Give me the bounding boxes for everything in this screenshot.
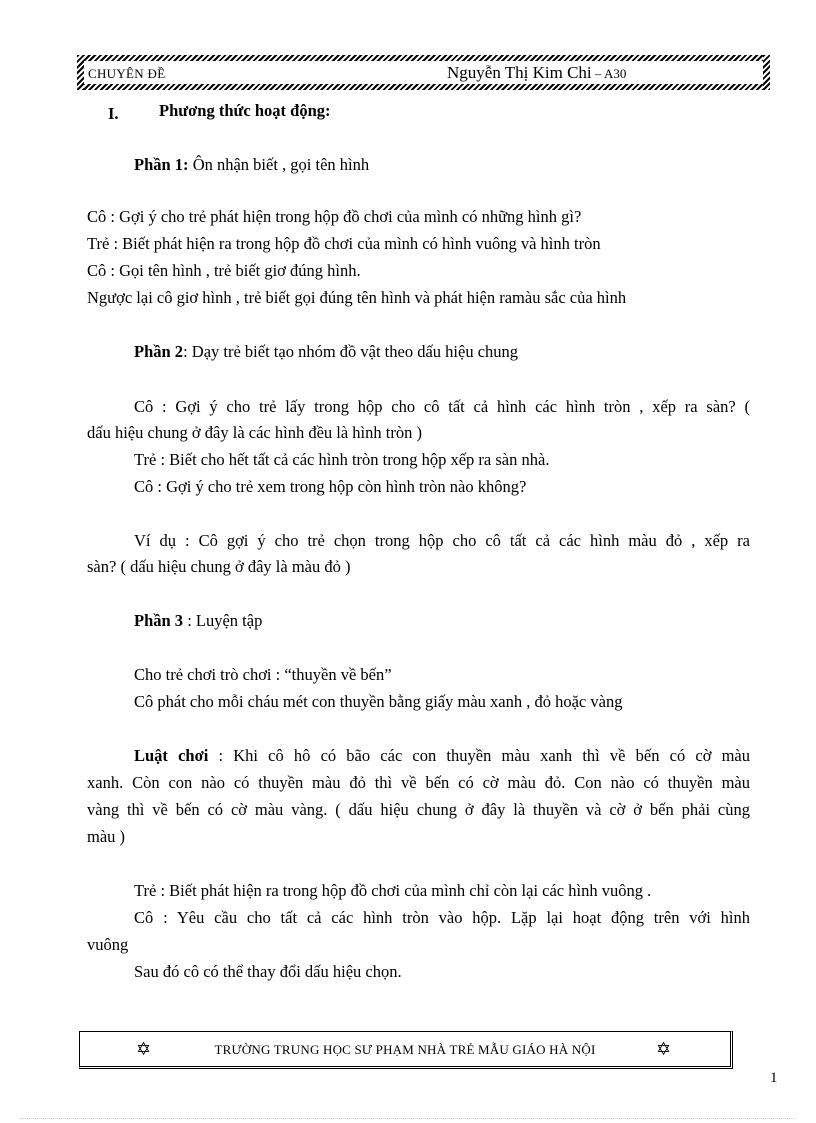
- rules-line2: xanh. Còn con nào có thuyền màu đỏ thì về bến có cờ màu đỏ. Con nào có thuyền màu: [87, 773, 750, 792]
- header-topic: CHUYÊN ĐỀ: [88, 66, 166, 81]
- footer-school-name: TRƯỜNG TRUNG HỌC SƯ PHẠM NHÀ TRẺ MẪU GIÁO HÀ NỘI: [214, 1042, 596, 1057]
- part3-teacher-line1: Cô : Yêu cầu cho tất cả các hình tròn vào hộp. Lặp lại hoạt động trên với hình: [134, 908, 750, 927]
- rules-label: Luật chơi: [134, 746, 209, 765]
- part2-para3: Cô : Gợi ý cho trẻ xem trong hộp còn hình tròn nào không?: [134, 477, 527, 496]
- part1-heading: [134, 155, 369, 175]
- page-bottom-divider: [20, 1118, 796, 1120]
- part1-label: Phần 1:: [134, 155, 189, 174]
- part1-line-1: Cô : Gợi ý cho trẻ phát hiện trong hộp đồ chơi của mình có những hình gì?: [87, 207, 582, 226]
- part3-closing: Sau đó cô có thể thay đổi dấu hiệu chọn.: [134, 962, 402, 981]
- header-border-right: [763, 55, 770, 90]
- header-author-name: Nguyễn Thị Kim Chi: [447, 63, 592, 82]
- part2-para1-line2: dấu hiệu chung ở đây là các hình đều là hình tròn ): [87, 423, 422, 442]
- rules-line1: [134, 746, 750, 766]
- rules-line4: màu ): [87, 827, 126, 846]
- part2-title: : Dạy trẻ biết tạo nhóm đồ vật theo dấu hiệu chung: [183, 342, 519, 361]
- header-border-bottom: [77, 84, 770, 90]
- part2-example-line1: Ví dụ : Cô gợi ý cho trẻ chọn trong hộp cho cô tất cả các hình màu đỏ , xếp ra: [134, 531, 750, 550]
- star-of-david-icon: ✡: [136, 1039, 152, 1060]
- part3-child-action: Trẻ : Biết phát hiện ra trong hộp đồ chơi của mình chỉ còn lại các hình vuông .: [134, 881, 652, 900]
- part3-title: : Luyện tập: [183, 611, 263, 630]
- part3-heading: [134, 611, 262, 631]
- part1-line-2: Trẻ : Biết phát hiện ra trong hộp đồ chơi của mình có hình vuông và hình tròn: [87, 234, 601, 253]
- part2-heading: [134, 342, 518, 362]
- header-border-top: [77, 55, 770, 61]
- header-border-left: [77, 55, 84, 90]
- part3-teacher-line2: vuông: [87, 935, 129, 954]
- rules-line3: vàng thì về bến có cờ màu vàng. ( dấu hiệu chung ở đây là thuyền và cờ ở bến phải cùng: [87, 800, 750, 819]
- part2-para1-line1: Cô : Gợi ý cho trẻ lấy trong hộp cho cô tất cả hình các hình tròn , xếp ra sàn? (: [134, 397, 750, 416]
- part1-line-4: Ngược lại cô giơ hình , trẻ biết gọi đúng tên hình và phát hiện ramàu sắc của hình: [87, 288, 627, 307]
- star-of-david-icon: ✡: [656, 1039, 672, 1060]
- rules-line1-text: : Khi cô hô có bão các con thuyền màu xanh thì về bến có cờ màu: [208, 746, 750, 765]
- page-number: 1: [770, 1070, 778, 1086]
- part1-line-3: Cô : Gọi tên hình , trẻ biết giơ đúng hình.: [87, 261, 361, 280]
- section-title: Phương thức hoạt động:: [159, 101, 331, 120]
- header-author-class: – A30: [591, 66, 627, 81]
- section-number: I.: [108, 104, 119, 123]
- part3-game-intro: Cho trẻ chơi trò chơi : “thuyền về bến”: [134, 665, 392, 684]
- part1-title: Ôn nhận biết , gọi tên hình: [188, 155, 370, 174]
- part3-game-setup: Cô phát cho mỗi cháu mét con thuyền bằng giấy màu xanh , đỏ hoặc vàng: [134, 692, 623, 711]
- part2-example-line2: sàn? ( dấu hiệu chung ở đây là màu đỏ ): [87, 557, 351, 576]
- page-header: [77, 55, 770, 90]
- header-author: [447, 63, 626, 83]
- part2-label: Phần 2: [134, 342, 184, 361]
- part2-para2: Trẻ : Biết cho hết tất cả các hình tròn trong hộp xếp ra sàn nhà.: [134, 450, 550, 469]
- page-footer: [79, 1031, 733, 1069]
- part3-label: Phần 3: [134, 611, 184, 630]
